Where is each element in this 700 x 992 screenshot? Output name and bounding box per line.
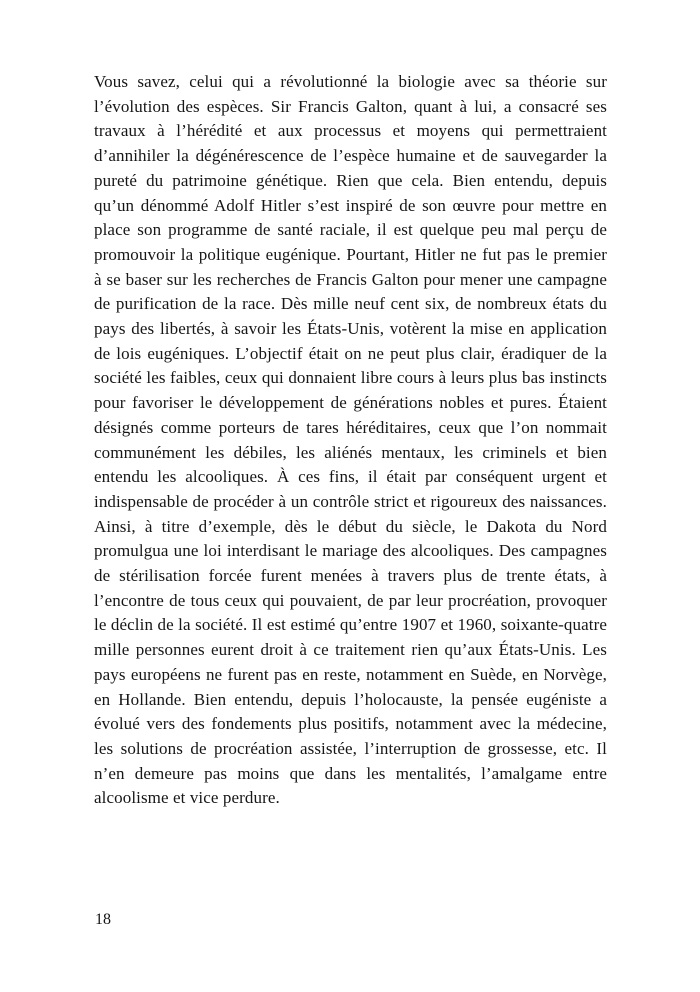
body-paragraph: Vous savez, celui qui a révolutionné la biologie avec sa théorie sur l’évolution des espèces. Sir Francis Galton, quant à lui, a consacré ses travaux à l’hérédité et aux processus et moyens qui permettraient d’annihiler la dégénérescence de l’espèce humaine et de sauvegarder la pureté du patrimoine génétique. Rien que cela. Bien entendu, depuis qu’un dénommé Adolf Hitler s’est inspiré de son œuvre pour mettre en place son programme de santé raciale, il est quelque peu mal perçu de promouvoir la politique eugénique. Pourtant, Hitler ne fut pas le premier à se baser sur les recherches de Francis Galton pour mener une campagne de purification de la race. Dès mille neuf cent six, de nombreux états du pays des libertés, à savoir les États-Unis, votèrent la mise en application de lois eugéniques. L’objectif était on ne peut plus clair, éradiquer de la société les faibles, ceux qui donnaient libre cours à leurs plus bas instincts pour favoriser le développement de générations nobles et pures. Étaient désignés comme porteurs de tares héréditaires, ceux que l’on nommait communément les débiles, les aliénés mentaux, les criminels et bien entendu les alcooliques. À ces fins, il était par conséquent urgent et indispensable de procéder à un contrôle strict et rigoureux des naissances. Ainsi, à titre d’exemple, dès le début du siècle, le Dakota du Nord promulgua une loi interdisant le mariage des alcooliques. Des campagnes de stérilisation forcée furent menées à travers plus de trente états, à l’encontre de tous ceux qui pouvaient, de par leur procréation, provoquer le déclin de la société. Il est estimé qu’entre 1907 et 1960, soixante-quatre mille personnes eurent droit à ce traitement rien qu’aux États-Unis. Les pays européens ne furent pas en reste, notamment en Suède, en Norvège, en Hollande. Bien entendu, depuis l’holocauste, la pensée eugéniste a évolué vers des fondements plus positifs, notamment avec la médecine, les solutions de procréation assistée, l’interruption de grossesse, etc. Il n’en demeure pas moins que dans les mentalités, l’amalgame entre alcoolisme et vice perdure. bbox=[94, 72, 607, 808]
page-number: 18 bbox=[95, 911, 111, 928]
